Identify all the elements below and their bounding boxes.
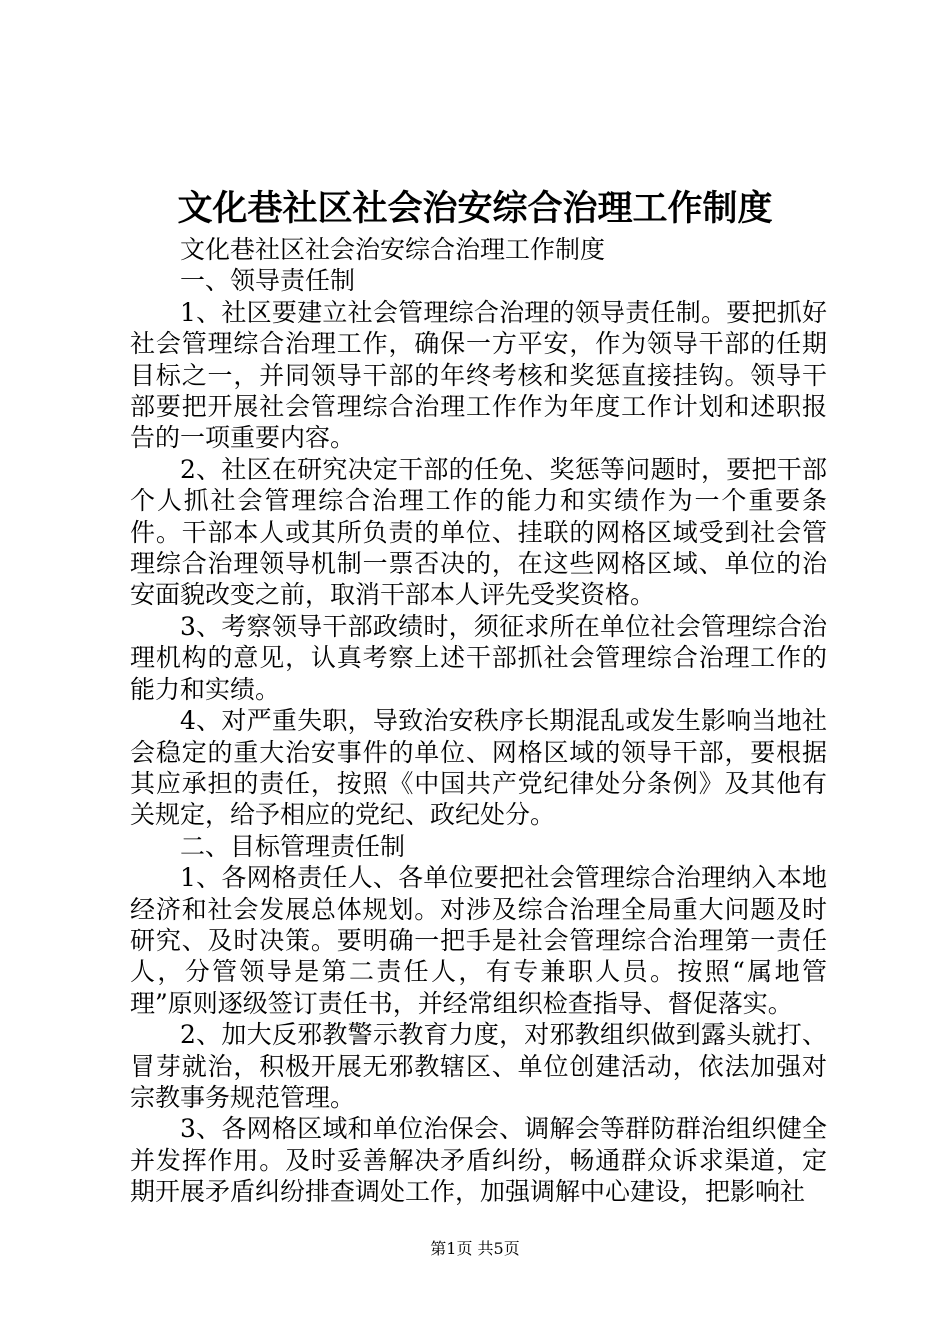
paragraph: 3、考察领导干部政绩时，须征求所在单位社会管理综合治理机构的意见，认真考察上述干部抓社会管理综合治理工作的能力和实绩。	[130, 611, 827, 704]
paragraph: 1、社区要建立社会管理综合治理的领导责任制。要把抓好社会管理综合治理工作，确保一方平安，作为领导干部的任期目标之一，并同领导干部的年终考核和奖惩直接挂钩。领导干部要把开展社会管理综合治理工作作为年度工作计划和述职报告的一项重要内容。	[130, 297, 827, 453]
paragraph: 1、各网格责任人、各单位要把社会管理综合治理纳入本地经济和社会发展总体规划。对涉及综合治理全局重大问题及时研究、及时决策。要明确一把手是社会管理综合治理第一责任人，分管领导是第二责任人，有专兼职人员。按照“属地管理”原则逐级签订责任书，并经常组织检查指导、督促落实。	[130, 863, 827, 1018]
paragraph: 2、加大反邪教警示教育力度，对邪教组织做到露头就打、冒芽就治，积极开展无邪教辖区、单位创建活动，依法加强对宗教事务规范管理。	[130, 1020, 827, 1112]
paragraph-subtitle: 文化巷社区社会治安综合治理工作制度	[180, 235, 606, 264]
paragraph: 2、社区在研究决定干部的任免、奖惩等问题时，要把干部个人抓社会管理综合治理工作的能力和实绩作为一个重要条件。干部本人或其所负责的单位、挂联的网格区域受到社会管理综合治理领导机制一票否决的，在这些网格区域、单位的治安面貌改变之前，取消干部本人评先受奖资格。	[130, 454, 827, 610]
section-heading-2: 二、目标管理责任制	[180, 831, 406, 861]
document-title: 文化巷社区社会治安综合治理工作制度	[177, 188, 773, 229]
page-footer: 第1页 共5页	[430, 1239, 520, 1258]
section-heading-1: 一、领导责任制	[180, 266, 356, 296]
document-body	[130, 234, 827, 1208]
paragraph: 4、对严重失职，导致治安秩序长期混乱或发生影响当地社会稳定的重大治安事件的单位、网格区域的领导干部，要根据其应承担的责任，按照《中国共产党纪律处分条例》及其他有关规定，给予相应的党纪、政纪处分。	[130, 706, 827, 830]
paragraph: 3、各网格区域和单位治保会、调解会等群防群治组织健全并发挥作用。及时妥善解决矛盾纠纷，畅通群众诉求渠道，定期开展矛盾纠纷排查调处工作，加强调解中心建设，把影响社	[130, 1114, 827, 1207]
